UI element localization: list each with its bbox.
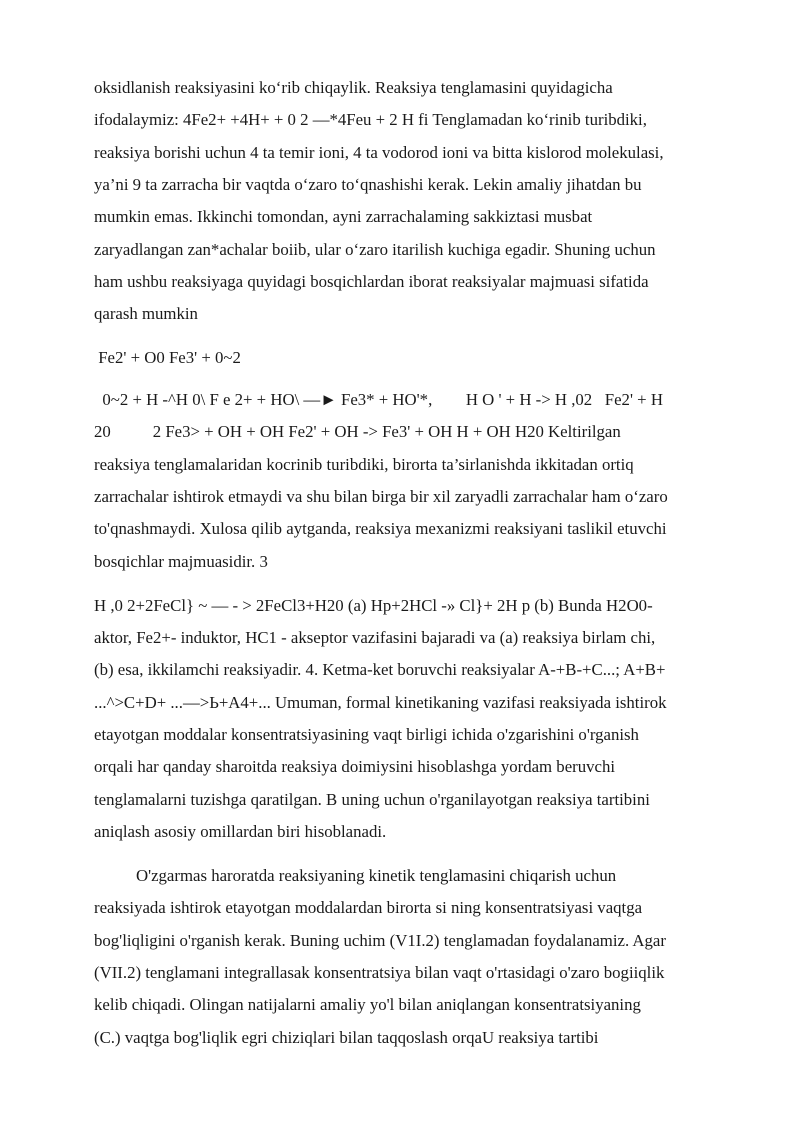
text-line: ham ushbu reaksiyaga quyidagi bosqichlardan iborat reaksiyalar majmuasi sifatida — [94, 272, 649, 291]
text-line: bosqichlar majmuasidir. 3 — [94, 552, 268, 571]
text-line: reaksiyada ishtirok etayotgan moddalardan birorta si ning konsentratsiyasi vaqtga — [94, 898, 643, 917]
text-line: ...^>C+D+ ...—>Ь+A4+... Umuman, formal kinetikaning vazifasi reaksiyada ishtirok — [94, 693, 667, 712]
text-line: aniqlash asosiy omillardan biri hisoblanadi. — [94, 822, 387, 841]
text-line: reaksiya borishi uchun 4 ta temir ioni, 4 ta vodorod ioni va bitta kislorod molekulasi, — [94, 143, 664, 162]
text-line: reaksiya tenglamalaridan kocrinib turibdiki, birorta ta’sirlanishda ikkitadan ortiq — [94, 455, 634, 474]
text-line: zarrachalar ishtirok etmaydi va shu bilan birga bir xil zaryadli zarrachalar ham o‘zaro — [94, 487, 668, 506]
text-line: qarash mumkin — [94, 304, 198, 323]
text-line: (VII.2) tenglamani integrallasak konsentratsiya bilan vaqt o'rtasidagi o'zaro bogiiqlik — [94, 963, 665, 982]
text-line: tenglamalarni tuzishga qaratilgan. B uning uchun o'rganilayotgan reaksiya tartibini — [94, 790, 650, 809]
text-line: ya’ni 9 ta zarracha bir vaqtda o‘zaro to‘qnashishi kerak. Lekin amaliy jihatdan bu — [94, 175, 642, 194]
text-line: ifodalaymiz: 4Fe2+ +4H+ + 0 2 —*4Feu + 2 H fi Tenglamadan ko‘rinib turibdiki, — [94, 110, 647, 129]
equation-line: 20 2 Fe3> + OH + OH Fe2' + OH -> Fe3' + OH H + OH H20 Keltirilgan — [94, 422, 621, 441]
text-line: to'qnashmaydi. Xulosa qilib aytganda, reaksiya mexanizmi reaksiyani taslikil etuvchi — [94, 519, 667, 538]
equation-line: H ,0 2+2FeCl} ~ — - > 2FeCl3+H20 (a) Hp+2HCl -» Cl}+ 2H p (b) Bunda H2O0- — [94, 596, 653, 615]
text-line: mumkin emas. Ikkinchi tomondan, ayni zarrachalaming sakkiztasi musbat — [94, 207, 593, 226]
text-line: etayotgan moddalar konsentratsiyasining vaqt birligi ichida o'zgarishini o'rganish — [94, 725, 639, 744]
equation-line: Fe2' + O0 Fe3' + 0~2 — [94, 348, 241, 367]
text-line: O'zgarmas haroratda reaksiyaning kinetik tenglamasini chiqarish uchun — [94, 866, 617, 885]
text-line: oksidlanish reaksiyasini ko‘rib chiqaylik. Reaksiya tenglamasini quyidagicha — [94, 78, 613, 97]
text-line: zaryadlangan zan*achalar boiib, ular o‘zaro itarilish kuchiga egadir. Shuning uchun — [94, 240, 656, 259]
equation-line: 0~2 + H -^H 0\ F e 2+ + HO\ —► Fe3* + HO'*, H O ' + H -> H ,02 Fe2' + H — [94, 390, 663, 409]
text-line: kelib chiqadi. Olingan natijalarni amaliy yo'l bilan aniqlangan konsentratsiyaning — [94, 995, 641, 1014]
text-line: aktor, Fe2+- induktor, HC1 - akseptor vazifasini bajaradi va (a) reaksiya birlam chi, — [94, 628, 656, 647]
text-line: (C.) vaqtga bog'liqlik egri chiziqlari bilan taqqoslash orqaU reaksiya tartibi — [94, 1028, 599, 1047]
text-line: bog'liqligini o'rganish kerak. Buning uchim (V1I.2) tenglamadan foydalanamiz. Agar — [94, 931, 666, 950]
text-line: (b) esa, ikkilamchi reaksiyadir. 4. Ketma-ket boruvchi reaksiyalar A-+B-+C...; A+B+ — [94, 660, 666, 679]
text-line: orqali har qanday sharoitda reaksiya doimiysini hisoblashga yordam beruvchi — [94, 757, 616, 776]
